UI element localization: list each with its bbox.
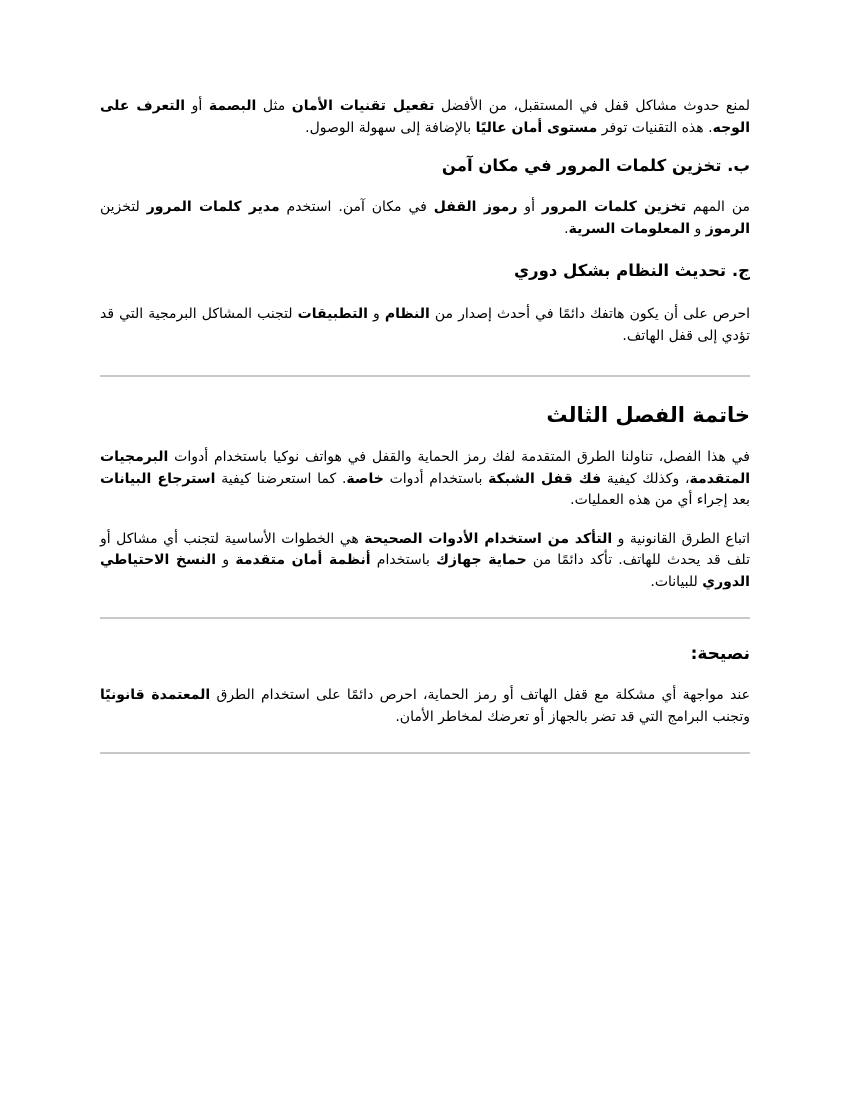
bold-text-segment: البصمة — [208, 98, 257, 114]
bold-text-segment: النسخ الاحتياطي الدوري — [100, 552, 750, 590]
paragraph-legal-methods — [100, 529, 750, 594]
bold-text-segment: فك قفل الشبكة — [488, 470, 602, 487]
text-segment: عند مواجهة أي مشكلة مع قفل الهاتف أو رمز الحماية، احرص دائمًا على استخدام الطرق — [210, 687, 750, 703]
text-segment: بالإضافة إلى سهولة الوصول. — [305, 119, 476, 136]
paragraph-chapter-summary — [100, 447, 750, 512]
text-segment: لتجنب المشاكل البرمجية التي قد تؤدي إلى قفل الهاتف. — [100, 306, 750, 344]
text-segment: لتخزين — [100, 199, 147, 215]
text-segment: اتباع الطرق القانونية و — [612, 530, 751, 547]
text-segment: ، وكذلك كيفية — [601, 470, 690, 487]
text-segment: . هذه التقنيات توفر — [597, 119, 713, 136]
text-segment: هي الخطوات الأساسية لتجنب أي مشاكل أو تلف قد يحدث للهاتف. تأكد دائمًا من — [100, 530, 750, 568]
bold-text-segment: حماية جهازك — [436, 552, 527, 568]
text-segment: باستخدام — [370, 552, 437, 568]
bold-text-segment: البرمجيات المتقدمة — [100, 449, 751, 487]
paragraph-update-system — [100, 304, 750, 347]
text-segment: . — [564, 220, 569, 237]
text-segment: في مكان آمن. استخدم — [279, 199, 434, 215]
chapter-conclusion-title: خاتمة الفصل الثالث — [546, 403, 750, 427]
text-segment: للبيانات. — [650, 573, 703, 590]
bold-text-segment: المعلومات السرية — [568, 220, 691, 237]
advice-title: نصيحة: — [690, 644, 750, 664]
paragraph-store-passwords — [100, 197, 750, 240]
bold-text-segment: المعتمدة قانونيًا — [100, 687, 211, 703]
section-divider-2 — [100, 617, 750, 619]
bold-text-segment: النظام — [384, 306, 430, 322]
bold-text-segment: الرموز — [705, 220, 750, 237]
bold-text-segment: التأكد من استخدام الأدوات الصحيحة — [364, 530, 613, 547]
text-segment: أو — [185, 98, 209, 114]
bold-text-segment: التعرف على الوجه — [100, 98, 750, 136]
text-segment: احرص على أن يكون هاتفك دائمًا في أحدث إصدار من — [429, 306, 750, 322]
bold-text-segment: مستوى أمان عاليًا — [475, 119, 598, 136]
bold-text-segment: تخزين كلمات المرور — [541, 199, 686, 215]
bold-text-segment: مدير كلمات المرور — [146, 199, 280, 215]
text-segment: و — [690, 220, 706, 237]
paragraph-advice — [100, 685, 750, 728]
section-divider-3 — [100, 752, 750, 754]
bold-text-segment: التطبيقات — [297, 306, 368, 322]
heading-store-passwords: ب. تخزين كلمات المرور في مكان آمن — [441, 156, 750, 175]
bold-text-segment: استرجاع البيانات — [100, 470, 216, 487]
bold-text-segment: رموز القفل — [433, 199, 518, 215]
section-divider-1 — [100, 375, 750, 377]
heading-update-system: ج. تحديث النظام بشكل دوري — [513, 261, 750, 280]
bold-text-segment: خاصة — [346, 470, 384, 487]
text-segment: و — [367, 306, 385, 322]
bold-text-segment: تفعيل تقنيات الأمان — [291, 98, 435, 114]
bold-text-segment: أنظمة أمان متقدمة — [235, 552, 371, 568]
text-segment: أو — [517, 199, 542, 215]
text-segment: وتجنب البرامج التي قد تضر بالجهاز أو تعرضك لمخاطر الأمان. — [395, 708, 750, 725]
text-segment: من المهم — [685, 199, 751, 215]
text-segment: و — [216, 552, 236, 568]
text-segment: مثل — [256, 98, 292, 114]
text-segment: . كما استعرضنا كيفية — [215, 470, 347, 487]
text-segment: باستخدام أدوات — [383, 470, 489, 487]
paragraph-security-tech — [100, 96, 750, 139]
text-segment: في هذا الفصل، تناولنا الطرق المتقدمة لفك رمز الحماية والقفل في هواتف نوكيا باستخدام أدوات — [168, 449, 750, 465]
text-segment: بعد إجراء أي من هذه العمليات. — [570, 492, 750, 508]
text-segment: لمنع حدوث مشاكل قفل في المستقبل، من الأفضل — [434, 98, 750, 114]
